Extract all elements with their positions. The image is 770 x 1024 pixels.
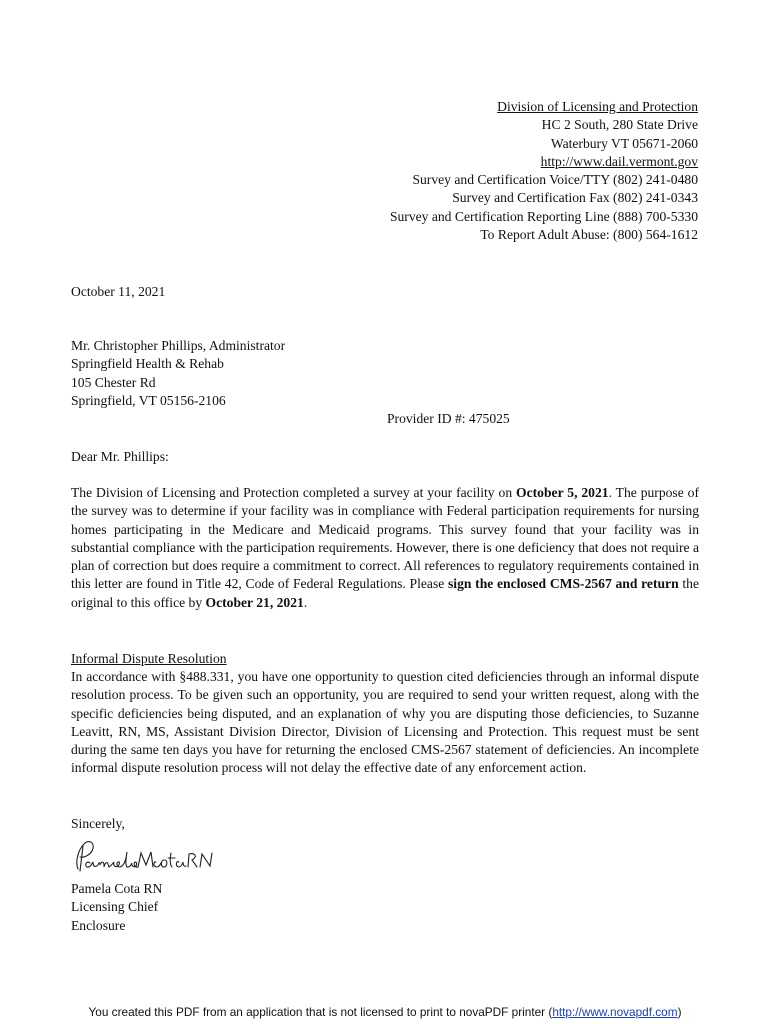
letterhead [390,98,698,244]
letterhead-voice: Survey and Certification Voice/TTY (802) 241-0480 [412,172,698,188]
idr-section-title: Informal Dispute Resolution [71,651,227,666]
letterhead-street: HC 2 South, 280 State Drive [541,117,698,133]
recipient-address [71,337,699,410]
letterhead-city: Waterbury VT 05671-2060 [550,135,698,151]
enclosure-note: Enclosure [71,917,126,933]
body1-text-1: The Division of Licensing and Protection completed a survey at your facility on [71,485,517,500]
recipient-city: Springfield, VT 05156-2106 [71,392,226,408]
body1-text-3: the original to this office by [71,576,699,610]
body1-text-2: . The purpose of the survey was to determine if your facility was in compliance with Federal participation requirements for nursing homes participating in the Medicare and Medicaid programs. This survey found that your facility was in substantial compliance with the participation requirements. However, there is one deficiency that does not require a plan of correction but does require a commitment to correct. All references to regulatory requirements contained in this letter are found in Title 42, Code of Federal Regulations. Please [71,485,699,592]
provider-id: Provider ID #: 475025 [387,411,510,426]
letterhead-website-link[interactable]: http://www.dail.vermont.gov [540,153,698,169]
footer-end: ) [677,1005,682,1019]
letterhead-reporting: Survey and Certification Reporting Line (888) 700-5330 [389,208,698,224]
signer-name: Pamela Cota RN [71,881,163,896]
letterhead-fax: Survey and Certification Fax (802) 241-0343 [452,190,698,206]
survey-date: October 5, 2021 [516,485,609,500]
signer-block [71,880,699,935]
handwritten-signature [72,838,222,878]
recipient-street: 105 Chester Rd [71,374,156,390]
recipient-facility: Springfield Health & Rehab [71,356,224,372]
body1-text-4: . [303,594,308,610]
novapdf-link[interactable]: http://www.novapdf.com [552,1005,678,1019]
due-date: October 21, 2021 [205,594,304,610]
footer-text: You created this PDF from an application that is not licensed to print to novaPDF printer ( [88,1005,553,1019]
letterhead-org: Division of Licensing and Protection [497,99,698,114]
closing: Sincerely, [71,816,125,831]
signer-title: Licensing Chief [71,899,159,915]
recipient-name: Mr. Christopher Phillips, Administrator [71,338,286,353]
salutation: Dear Mr. Phillips: [71,449,169,464]
pdf-footer-notice [0,1005,770,1019]
letter-date: October 11, 2021 [71,284,166,299]
letterhead-abuse: To Report Adult Abuse: (800) 564-1612 [480,227,698,243]
body-paragraph-survey [71,484,699,612]
body-paragraph-idr: In accordance with §488.331, you have one opportunity to question cited deficiencies through an informal dispute resolution process. To be given such an opportunity, you are required to send your written request, along with the specific deficiencies being disputed, and an explanation of why you are disputing those deficiencies, to Suzanne Leavitt, RN, MS, Assistant Division Director, Division of Licensing and Protection. This request must be sent during the same ten days you have for returning the enclosed CMS-2567 statement of deficiencies. An incomplete informal dispute resolution process will not delay the effective date of any enforcement action. [71,669,699,776]
sign-instruction: sign the enclosed CMS-2567 and return [448,576,679,592]
